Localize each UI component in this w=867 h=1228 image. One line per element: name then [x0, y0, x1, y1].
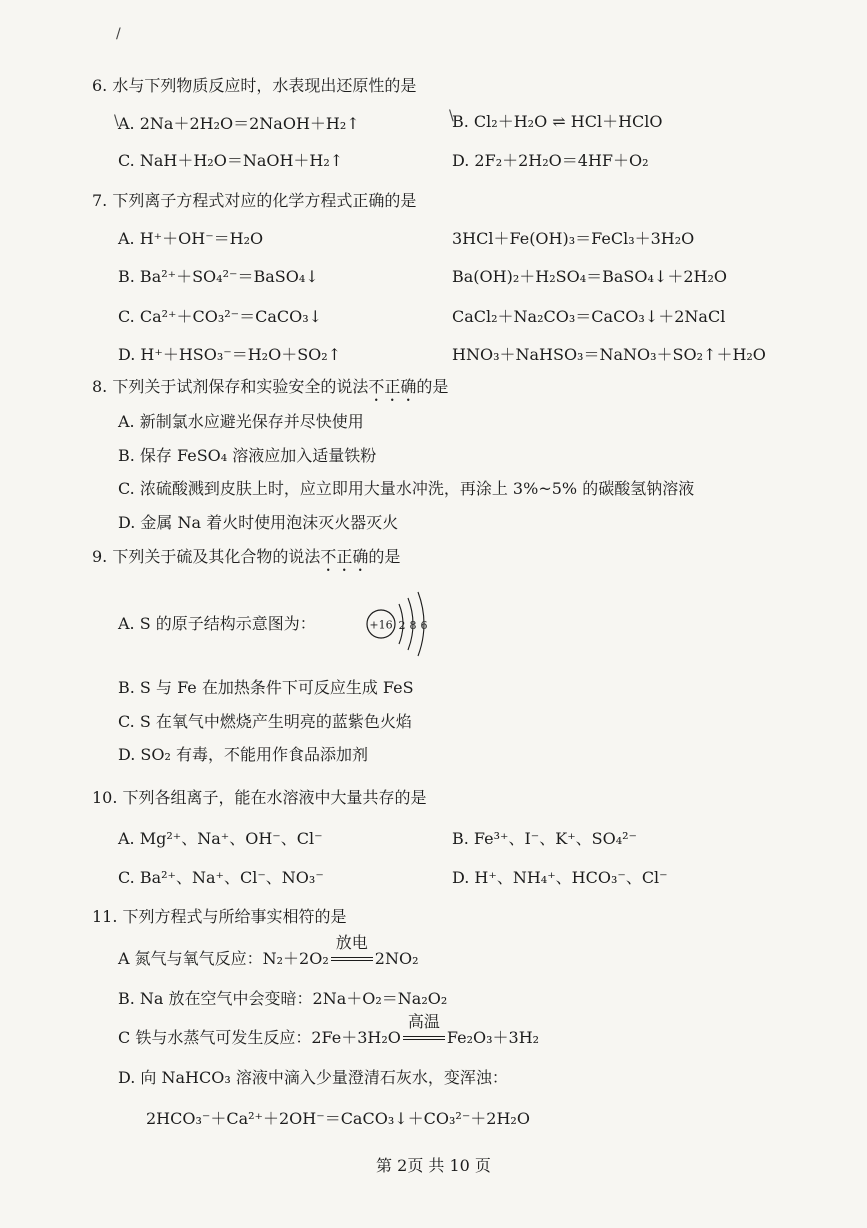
- q9-option-a: A. S 的原子结构示意图为：: [118, 614, 316, 633]
- q7-option-c-ionic: C. Ca²⁺＋CO₃²⁻＝CaCO₃↓: [118, 307, 323, 326]
- check-mark-icon: \: [449, 108, 454, 124]
- reaction-condition: 高温: [407, 1012, 440, 1031]
- sulfur-atom-structure-diagram: [362, 590, 442, 660]
- shell-3-electrons: 6: [420, 619, 428, 632]
- shell-1-electrons: 2: [398, 619, 406, 632]
- equals-double-line: [403, 1036, 445, 1040]
- q9-option-d: D. SO₂ 有毒，不能用作食品添加剂: [118, 745, 369, 764]
- q8-stem: [92, 376, 448, 405]
- q7-option-a-full: 3HCl＋Fe(OH)₃＝FeCl₃＋3H₂O: [452, 229, 695, 248]
- q9-stem-pre: 9. 下列关于硫及其化合物的说法: [92, 547, 321, 566]
- q8-option-d: D. 金属 Na 着火时使用泡沫灭火器灭火: [118, 513, 399, 532]
- q10-stem: 10. 下列各组离子，能在水溶液中大量共存的是: [92, 788, 427, 807]
- q8-stem-post: 的是: [416, 377, 449, 396]
- q9-stem: [92, 546, 400, 575]
- high-temp-condition-arrow: [401, 1012, 447, 1049]
- check-mark-icon: \: [114, 113, 119, 129]
- q6-option-d: D. 2F₂＋2H₂O＝4HF＋O₂: [452, 151, 649, 170]
- pen-stroke-icon: /: [116, 26, 121, 42]
- q11-option-c: [118, 1012, 540, 1049]
- q7-option-d-full: HNO₃＋NaHSO₃＝NaNO₃＋SO₂↑＋H₂O: [452, 345, 766, 364]
- q11-option-b: B. Na 放在空气中会变暗：2Na＋O₂＝Na₂O₂: [118, 989, 448, 1008]
- q9-option-b: B. S 与 Fe 在加热条件下可反应生成 FeS: [118, 678, 414, 697]
- q6-stem: 6. 水与下列物质反应时，水表现出还原性的是: [92, 76, 417, 95]
- q8-stem-pre: 8. 下列关于试剂保存和实验安全的说法: [92, 377, 369, 396]
- q7-option-d-ionic: D. H⁺＋HSO₃⁻＝H₂O＋SO₂↑: [118, 345, 342, 364]
- page-number: 第 2页 共 10 页: [376, 1156, 491, 1175]
- q7-option-b-ionic: B. Ba²⁺＋SO₄²⁻＝BaSO₄↓: [118, 267, 319, 286]
- shell-2-electrons: 8: [409, 619, 417, 632]
- q11-option-a: [118, 933, 419, 970]
- q8-stem-emphasis: 不正确: [368, 377, 417, 396]
- q7-option-c-full: CaCl₂＋Na₂CO₃＝CaCO₃↓＋2NaCl: [452, 307, 726, 326]
- q11-option-d: D. 向 NaHCO₃ 溶液中滴入少量澄清石灰水，变浑浊：: [118, 1068, 508, 1087]
- q9-option-c: C. S 在氧气中燃烧产生明亮的蓝紫色火焰: [118, 712, 412, 731]
- q8-option-c: C. 浓硫酸溅到皮肤上时，应立即用大量水冲洗，再涂上 3%~5% 的碳酸氢钠溶液: [118, 479, 695, 498]
- q6-option-c: C. NaH＋H₂O＝NaOH＋H₂↑: [118, 151, 344, 170]
- q6-option-b: B. Cl₂＋H₂O ⇌ HCl＋HClO: [452, 112, 663, 131]
- discharge-condition-arrow: [329, 933, 375, 970]
- nucleus-charge: +16: [369, 618, 393, 632]
- q7-stem: 7. 下列离子方程式对应的化学方程式正确的是: [92, 191, 417, 210]
- q10-option-a: A. Mg²⁺、Na⁺、OH⁻、Cl⁻: [118, 829, 323, 848]
- q7-option-a-ionic: A. H⁺＋OH⁻＝H₂O: [118, 229, 264, 248]
- equals-double-line: [331, 957, 373, 961]
- q11-option-c-rhs: Fe₂O₃＋3H₂: [446, 1028, 540, 1047]
- q10-option-c: C. Ba²⁺、Na⁺、Cl⁻、NO₃⁻: [118, 868, 324, 887]
- q9-stem-post: 的是: [368, 547, 401, 566]
- q11-option-a-rhs: 2NO₂: [374, 949, 419, 968]
- q10-option-b: B. Fe³⁺、I⁻、K⁺、SO₄²⁻: [452, 829, 638, 848]
- q11-stem: 11. 下列方程式与所给事实相符的是: [92, 907, 347, 926]
- q8-option-a: A. 新制氯水应避光保存并尽快使用: [118, 412, 364, 431]
- q7-option-b-full: Ba(OH)₂＋H₂SO₄＝BaSO₄↓＋2H₂O: [452, 267, 727, 286]
- q6-option-a: A. 2Na＋2H₂O＝2NaOH＋H₂↑: [118, 114, 360, 133]
- q11-option-a-lhs: A 氮气与氧气反应：N₂＋2O₂: [118, 949, 329, 968]
- q11-option-c-lhs: C 铁与水蒸气可发生反应：2Fe＋3H₂O: [118, 1028, 401, 1047]
- q10-option-d: D. H⁺、NH₄⁺、HCO₃⁻、Cl⁻: [452, 868, 668, 887]
- q11-option-d-equation: 2HCO₃⁻＋Ca²⁺＋2OH⁻＝CaCO₃↓＋CO₃²⁻＋2H₂O: [146, 1109, 530, 1128]
- q9-stem-emphasis: 不正确: [320, 547, 369, 566]
- reaction-condition: 放电: [335, 933, 368, 952]
- q8-option-b: B. 保存 FeSO₄ 溶液应加入适量铁粉: [118, 446, 377, 465]
